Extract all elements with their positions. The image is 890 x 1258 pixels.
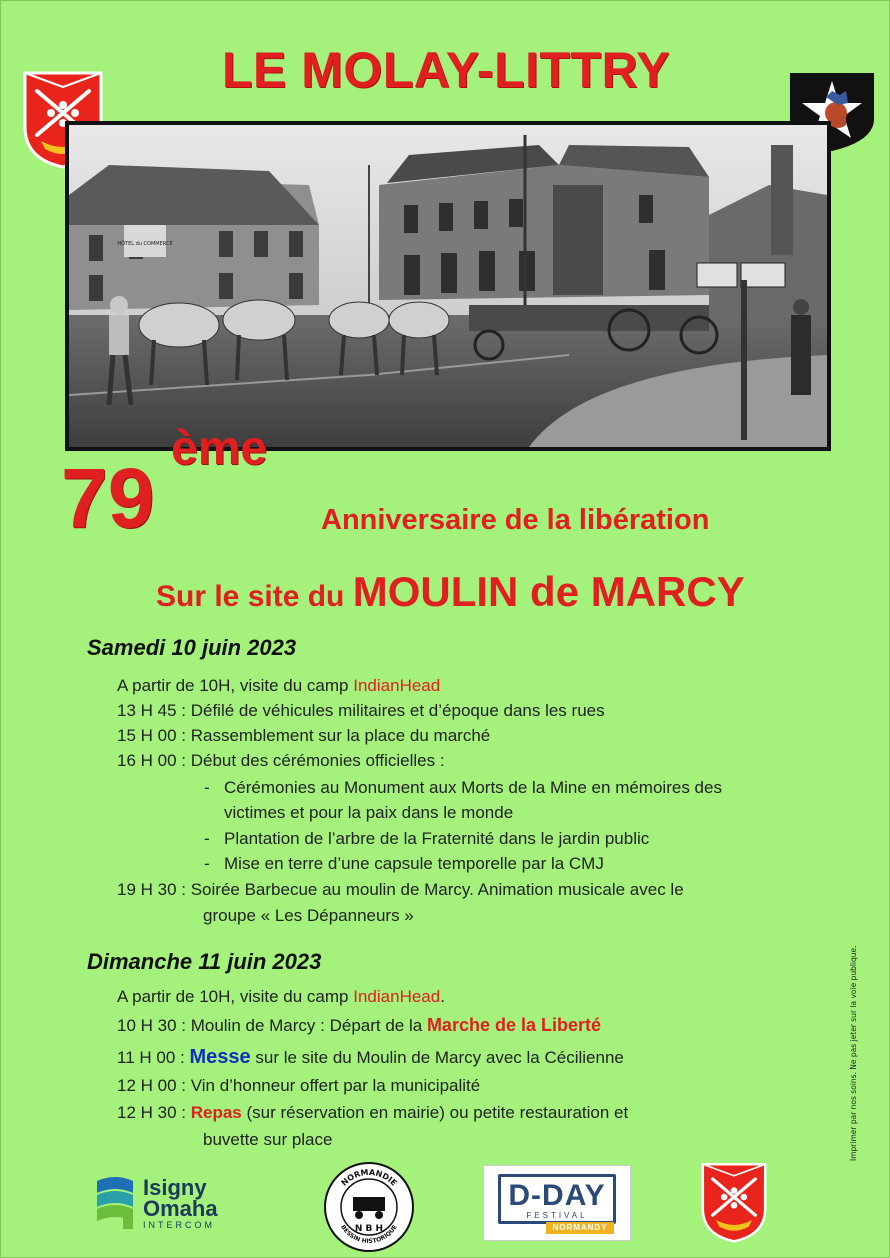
sunday-camp-prefix: A partir de 10H, visite du camp <box>117 987 349 1006</box>
sunday-mass-line <box>117 1045 624 1069</box>
saturday-camp-prefix: A partir de 10H, visite du camp <box>117 676 349 695</box>
print-note: Imprimer par nos soins. Ne pas jeter sur la voie publique. <box>849 945 858 1161</box>
saturday-subitem: Cérémonies au Monument aux Morts de la Mine en mémoires des <box>224 778 722 797</box>
sunday-wine: 12 H 00 : Vin d’honneur offert par la municipalité <box>117 1076 481 1095</box>
saturday-camp-name: IndianHead <box>353 676 441 695</box>
sunday-walk-line <box>117 1015 601 1037</box>
saturday-evening: 19 H 30 : Soirée Barbecue au moulin de Marcy. Animation musicale avec le <box>117 880 684 899</box>
sunday-camp-suffix: . <box>440 987 445 1006</box>
site-line <box>156 568 745 616</box>
sunday-mass-suffix: sur le site du Moulin de Marcy avec la Cécilienne <box>255 1048 624 1067</box>
nbh-initials: N B H <box>354 1224 384 1234</box>
coat-of-arms-icon <box>701 1161 767 1243</box>
isigny-omaha-logo <box>93 1173 243 1231</box>
nbh-top-text: NORMANDIE <box>339 1167 399 1188</box>
saturday-subitem: Mise en terre d’une capsule temporelle par la CMJ <box>224 854 604 873</box>
page-title: LE MOLAY-LITTRY <box>221 42 671 98</box>
saturday-item: 16 H 00 : Début des cérémonies officielles : <box>117 751 445 770</box>
sunday-camp-line <box>117 987 445 1007</box>
saturday-camp-line <box>117 676 440 696</box>
sunday-walk-name: Marche de la Liberté <box>426 1015 601 1035</box>
nbh-bottom-text: BESSIN HISTORIQUE <box>339 1223 399 1246</box>
saturday-subitem: victimes et pour la paix dans le monde <box>224 803 514 822</box>
sunday-heading: Dimanche 11 juin 2023 <box>87 949 322 974</box>
intercom-text: INTERCOM <box>143 1220 215 1230</box>
historic-photo <box>65 121 831 451</box>
anniversary-number: 79 <box>61 451 155 545</box>
sunday-meal-prefix: 12 H 30 : <box>117 1103 186 1122</box>
hotel-sign-text: HÔTEL du COMMERCE <box>117 241 173 247</box>
sunday-meal-word: Repas <box>190 1103 242 1122</box>
isigny-text: Isigny <box>143 1175 207 1200</box>
bullet-dash: - <box>204 854 210 873</box>
historic-street-photo <box>69 125 827 447</box>
anniversary-title: Anniversaire de la libération <box>321 504 710 536</box>
sunday-meal-suffix: (sur réservation en mairie) ou petite restauration et <box>246 1103 629 1122</box>
bullet-dash: - <box>204 829 210 848</box>
sunday-meal-cont: buvette sur place <box>203 1130 333 1149</box>
dday-festival-text: FESTIVAL <box>526 1211 588 1220</box>
omaha-text: Omaha <box>143 1196 218 1221</box>
saturday-evening-cont: groupe « Les Dépanneurs » <box>203 906 414 925</box>
saturday-subitem: Plantation de l’arbre de la Fraternité dans le jardin public <box>224 829 650 848</box>
saturday-item: 15 H 00 : Rassemblement sur la place du marché <box>117 726 491 745</box>
site-name: MOULIN de MARCY <box>352 568 745 615</box>
dday-text: D-DAY <box>508 1179 606 1212</box>
sunday-mass-word: Messe <box>189 1046 251 1068</box>
dday-frame <box>498 1174 616 1224</box>
site-prefix: Sur le site du <box>156 580 345 613</box>
sunday-meal-line <box>117 1103 628 1123</box>
anniversary-ordinal: ème <box>171 422 268 475</box>
saturday-item: 13 H 45 : Défilé de véhicules militaires et d’époque dans les rues <box>117 701 605 720</box>
sunday-walk-prefix: 10 H 30 : Moulin de Marcy : Départ de la <box>117 1016 423 1035</box>
isigny-omaha-mark-icon <box>93 1173 137 1231</box>
bullet-dash: - <box>204 778 210 797</box>
dday-festival-logo <box>483 1165 631 1241</box>
saturday-heading: Samedi 10 juin 2023 <box>87 635 297 660</box>
normandie-bessin-historique-logo <box>323 1161 415 1253</box>
sunday-camp-name: IndianHead <box>353 987 441 1006</box>
dday-normandy-band: NORMANDY <box>546 1222 614 1234</box>
sunday-mass-prefix: 11 H 00 : <box>117 1048 185 1067</box>
